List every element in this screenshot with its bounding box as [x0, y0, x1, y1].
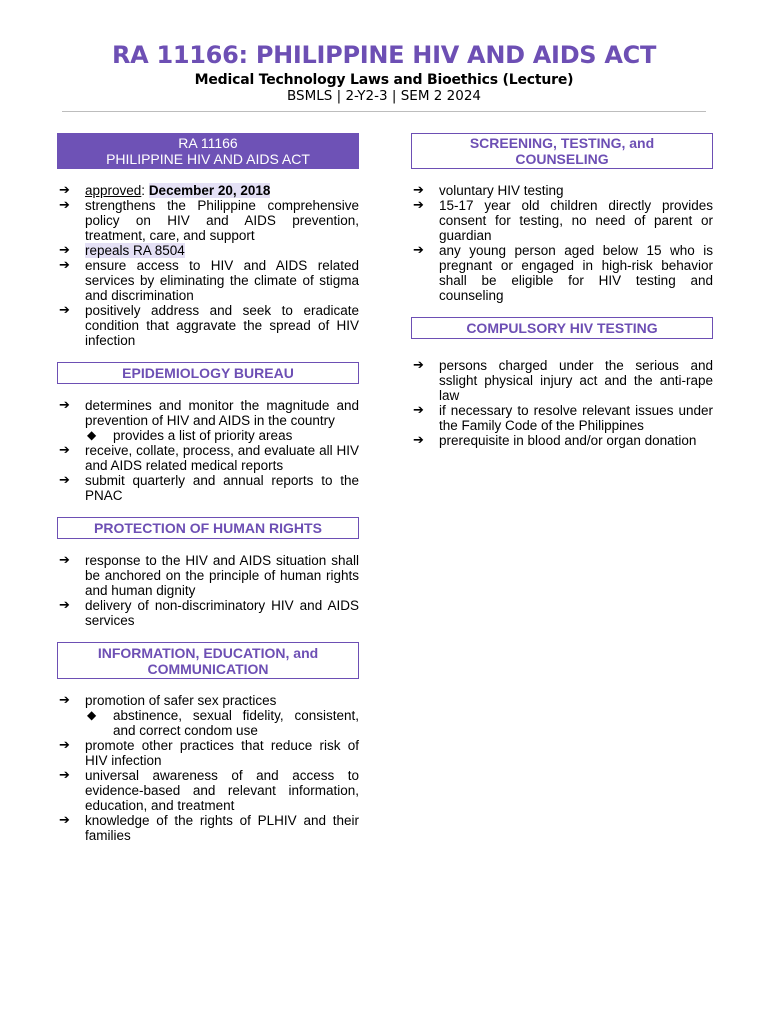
arrow-bullet-icon: ➔: [413, 433, 424, 448]
section-heading-epidemiology: [57, 362, 359, 384]
heading-line: INFORMATION, EDUCATION, and: [97, 644, 319, 661]
heading-line: COUNSELING: [515, 151, 609, 167]
list-item: [57, 243, 359, 258]
arrow-bullet-icon: ➔: [413, 403, 424, 418]
list-item: [57, 738, 359, 768]
list-item-text: positively address and seek to eradicate condition that aggravate the spread of HIV infection: [85, 303, 359, 348]
list-item: [57, 303, 359, 348]
right-column: [411, 133, 713, 448]
arrow-bullet-icon: ➔: [59, 303, 70, 318]
section-heading-ra11166: [57, 133, 359, 169]
heading-text: PROTECTION OF HUMAN RIGHTS: [94, 520, 322, 536]
arrow-bullet-icon: ➔: [59, 183, 70, 198]
approved-label: approved: [85, 183, 142, 198]
list-item: [411, 403, 713, 433]
arrow-bullet-icon: ➔: [413, 243, 424, 258]
diamond-bullet-icon: ◆: [87, 428, 97, 442]
list-item-text: ensure access to HIV and AIDS related services by eliminating the climate of stigma and discrimination: [85, 258, 359, 303]
list-item-text: promote other practices that reduce risk of HIV infection: [85, 738, 359, 768]
list-item: [57, 813, 359, 843]
arrow-bullet-icon: ➔: [59, 768, 70, 783]
document-header: [0, 38, 768, 105]
arrow-bullet-icon: ➔: [59, 693, 70, 708]
heading-line: COMMUNICATION: [147, 660, 269, 677]
arrow-bullet-icon: ➔: [59, 738, 70, 753]
arrow-bullet-icon: ➔: [59, 443, 70, 458]
list-item-text: knowledge of the rights of PLHIV and their families: [85, 813, 359, 843]
arrow-bullet-icon: ➔: [59, 398, 70, 413]
arrow-bullet-icon: ➔: [413, 198, 424, 213]
sub-list-item-text: abstinence, sexual fidelity, consistent, and correct condom use: [113, 708, 359, 738]
diamond-bullet-icon: ◆: [87, 708, 97, 722]
section-heading-iec: [57, 642, 359, 679]
arrow-bullet-icon: ➔: [413, 183, 424, 198]
list-item: [57, 553, 359, 598]
arrow-bullet-icon: ➔: [59, 258, 70, 273]
heading-line: SCREENING, TESTING, and: [469, 135, 655, 151]
list-item: [57, 398, 359, 428]
screening-list: [411, 183, 713, 303]
list-item: [411, 358, 713, 403]
list-item: [57, 598, 359, 628]
approved-date: December 20, 2018: [148, 183, 271, 198]
list-item: [411, 183, 713, 198]
list-item-text: response to the HIV and AIDS situation shall be anchored on the principle of human rights and human dignity: [85, 553, 359, 598]
heading-line: PHILIPPINE HIV AND AIDS ACT: [106, 151, 310, 167]
arrow-bullet-icon: ➔: [59, 598, 70, 613]
document-title: RA 11166: PHILIPPINE HIV AND AIDS ACT: [111, 41, 657, 69]
heading-text: COMPULSORY HIV TESTING: [466, 320, 658, 336]
arrow-bullet-icon: ➔: [59, 198, 70, 213]
arrow-bullet-icon: ➔: [59, 553, 70, 568]
header-divider: [62, 111, 706, 112]
list-item-text: delivery of non-discriminatory HIV and AIDS services: [85, 598, 359, 628]
heading-text: EPIDEMIOLOGY BUREAU: [122, 365, 294, 381]
document-subtitle: Medical Technology Laws and Bioethics (Lecture): [194, 72, 574, 88]
list-item-text: if necessary to resolve relevant issues under the Family Code of the Philippines: [439, 403, 713, 433]
list-item: [57, 473, 359, 503]
approved-separator: :: [141, 183, 149, 198]
heading-line: RA 11166: [178, 135, 238, 151]
arrow-bullet-icon: ➔: [59, 473, 70, 488]
section-heading-compulsory: [411, 317, 713, 339]
list-item-text: universal awareness of and access to evidence-based and relevant information, education, and treatment: [85, 768, 359, 813]
arrow-bullet-icon: ➔: [59, 243, 70, 258]
list-item: [411, 198, 713, 243]
arrow-bullet-icon: ➔: [413, 358, 424, 373]
section-heading-screening: [411, 133, 713, 169]
compulsory-list: [411, 358, 713, 448]
list-item: [57, 258, 359, 303]
list-item-text: prerequisite in blood and/or organ donation: [439, 433, 697, 448]
arrow-bullet-icon: ➔: [59, 813, 70, 828]
sub-list-item: [57, 708, 359, 738]
list-item-text: determines and monitor the magnitude and prevention of HIV and AIDS in the country: [85, 398, 359, 428]
list-item-text: 15-17 year old children directly provides consent for testing, no need of parent or guardian: [439, 198, 713, 243]
list-item-text: strengthens the Philippine comprehensive policy on HIV and AIDS prevention, treatment, care, and support: [85, 198, 359, 243]
section-heading-human-rights: [57, 517, 359, 539]
epidemiology-list: [57, 398, 359, 503]
left-column: [57, 133, 359, 843]
list-item: [411, 243, 713, 303]
sub-list-item: [57, 428, 359, 443]
list-item: [57, 768, 359, 813]
human-rights-list: [57, 553, 359, 628]
list-item-text: submit quarterly and annual reports to the PNAC: [85, 473, 359, 503]
intro-list: [57, 183, 359, 348]
list-item: [57, 198, 359, 243]
list-item: [57, 693, 359, 708]
list-item-text: promotion of safer sex practices: [85, 693, 277, 708]
iec-list: [57, 693, 359, 843]
list-item-text: repeals RA 8504: [85, 243, 185, 258]
list-item-text: any young person aged below 15 who is pregnant or engaged in high-risk behavior shall be eligible for HIV testing and counseling: [439, 243, 713, 303]
sub-list-item-text: provides a list of priority areas: [113, 428, 293, 443]
document-meta: BSMLS | 2-Y2-3 | SEM 2 2024: [286, 88, 482, 104]
list-item: [57, 443, 359, 473]
list-item-text: voluntary HIV testing: [439, 183, 564, 198]
list-item: [57, 183, 359, 198]
list-item-text: persons charged under the serious and sslight physical injury act and the anti-rape law: [439, 358, 713, 403]
list-item-text: receive, collate, process, and evaluate all HIV and AIDS related medical reports: [85, 443, 359, 473]
list-item: [411, 433, 713, 448]
